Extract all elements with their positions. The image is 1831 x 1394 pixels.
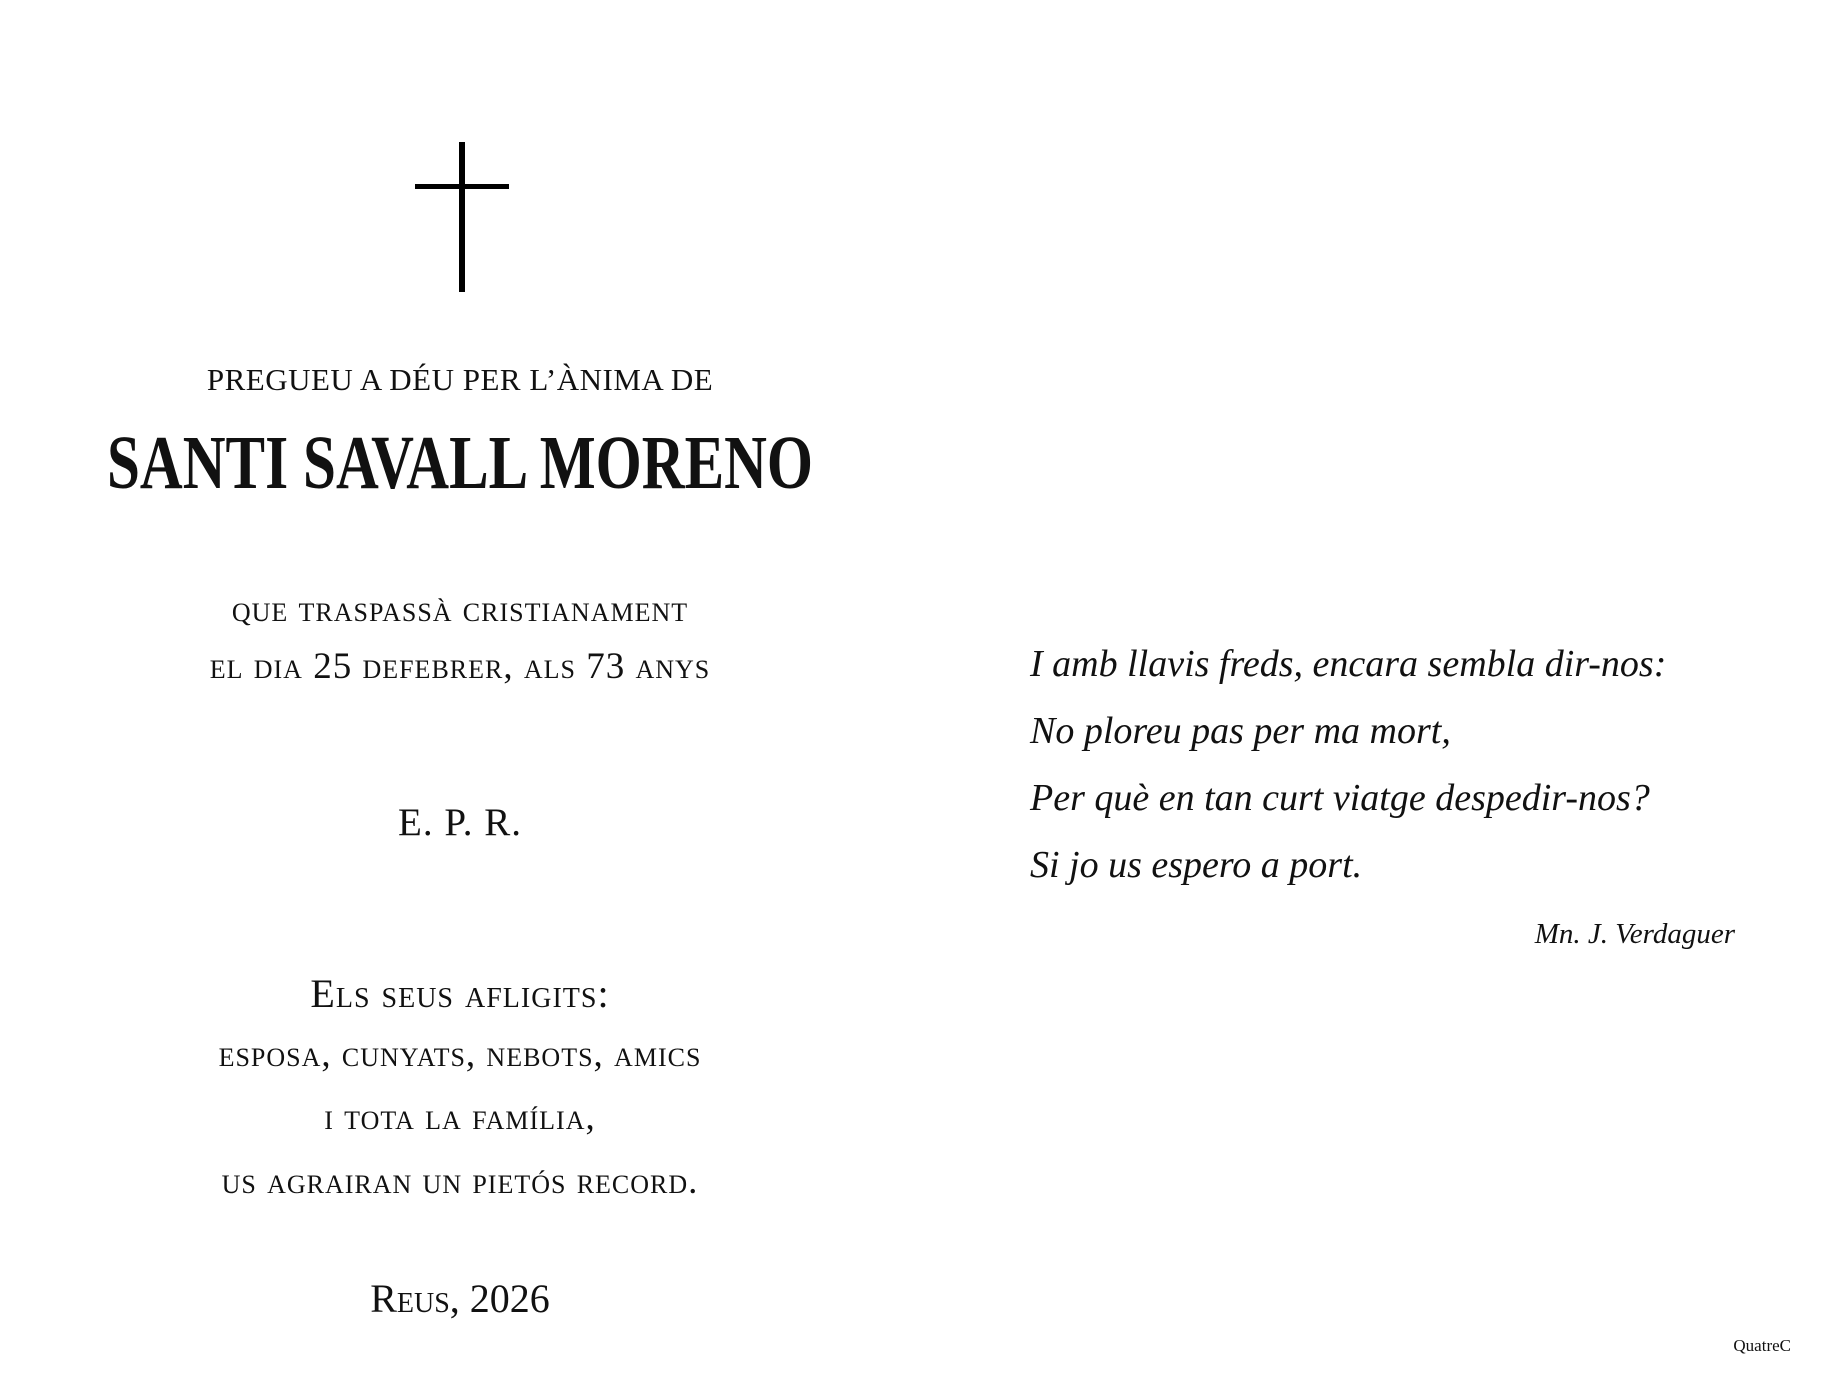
printer-credit: QuatreC	[1733, 1336, 1791, 1355]
mourners-line-1: esposa, cunyats, nebots, amics	[218, 1034, 702, 1075]
epr-text: E. P. R.	[398, 801, 522, 844]
cross-icon	[415, 142, 509, 292]
verse-line-1: I amb llavis freds, encara sembla dir-nos:	[1030, 643, 1667, 685]
invocation-text: PREGUEU A DÉU PER L’ÀNIMA DE	[206, 362, 714, 397]
deceased-name: SANTI SAVALL MORENO	[106, 421, 814, 505]
card-right-panel	[920, 0, 1831, 1394]
verse-line-4: Si jo us espero a port.	[1030, 844, 1363, 886]
verse-line-3: Per què en tan curt viatge despedir-nos?	[1030, 777, 1650, 819]
verse-line-2: No ploreu pas per ma mort,	[1030, 710, 1451, 752]
cross-horizontal-bar	[415, 184, 509, 189]
mourners-heading: Els seus afligits:	[310, 971, 610, 1016]
mourners-line-3: us agrairan un pietós record.	[221, 1161, 699, 1202]
mourners-line-2: i tota la família,	[324, 1097, 596, 1138]
place-date: Reus, 2026	[370, 1276, 550, 1321]
death-line-2: el dia 25 defebrer, als 73 anys	[209, 646, 711, 687]
verse-author: Mn. J. Verdaguer	[1534, 918, 1735, 950]
cross-vertical-bar	[459, 142, 465, 292]
death-line-1: que traspassà cristianament	[231, 589, 689, 630]
